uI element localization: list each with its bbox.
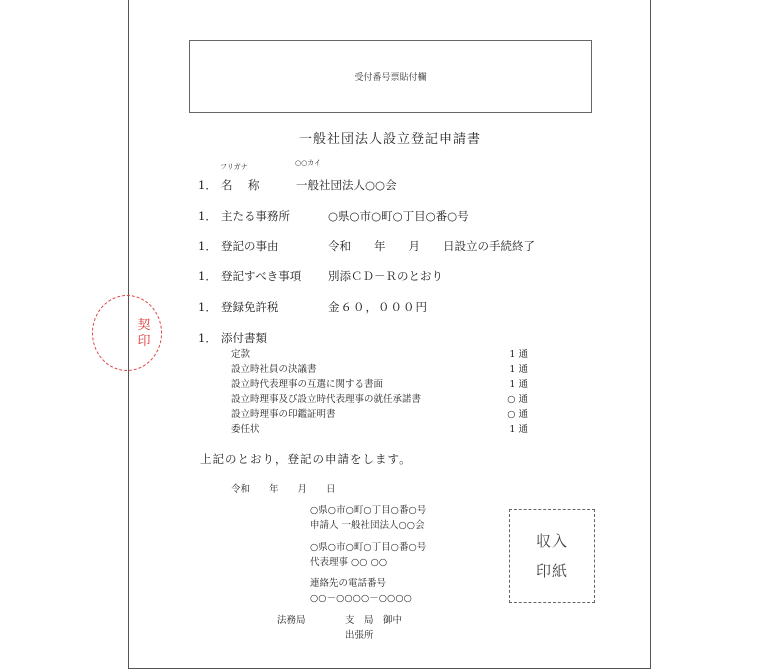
item-value-office: ○県○市○町○丁目○番○号	[328, 209, 469, 223]
attachment-name: 設立時理事及び設立時代表理事の就任承諾書	[231, 394, 422, 405]
revenue-stamp-box	[509, 509, 595, 603]
representative-address: ○県○市○町○丁目○番○号	[310, 542, 427, 553]
receipt-number-box	[189, 40, 592, 113]
document-title: 一般社団法人設立登記申請書	[298, 132, 481, 147]
item-value-matters: 別添ＣＤ－Ｒのとおり	[328, 269, 443, 283]
applicant-name: 申請人 一般社団法人○○会	[310, 520, 425, 531]
seal-label: 契印	[137, 318, 151, 349]
revenue-stamp-line: 収入	[535, 532, 568, 550]
attachment-name: 定款	[231, 349, 251, 360]
item-label-name: 名 称	[221, 178, 262, 192]
item-bullet-1: 1．	[198, 178, 217, 192]
applicant-address: ○県○市○町○丁目○番○号	[310, 505, 427, 516]
item-bullet-2: 1．	[198, 209, 217, 223]
item-bullet-4: 1．	[198, 269, 217, 283]
attachment-count: 1 通	[509, 424, 528, 435]
attachment-count: ○ 通	[507, 409, 528, 420]
revenue-stamp-line: 印紙	[535, 562, 568, 580]
attachment-count: 1 通	[509, 349, 528, 360]
legal-affairs-bureau: 法務局	[277, 615, 306, 626]
item-label-attachments: 添付書類	[221, 331, 267, 345]
item-bullet-3: 1．	[198, 239, 217, 253]
representative-name: 代表理事 ○○ ○○	[310, 557, 388, 568]
furigana-label: フリガナ	[220, 163, 248, 171]
item-bullet-6: 1．	[198, 331, 217, 345]
furigana-value: ○○カイ	[295, 159, 322, 167]
item-label-office: 主たる事務所	[221, 209, 290, 223]
receipt-number-label: 受付番号票貼付欄	[354, 73, 427, 83]
item-label-matters: 登記すべき事項	[221, 269, 302, 283]
item-value-tax: 金６０，０００円	[328, 300, 428, 314]
attachment-name: 設立時代表理事の互選に関する書面	[231, 379, 384, 390]
item-value-reason: 令和 年 月 日設立の手続終了	[328, 239, 535, 253]
attachment-count: 1 通	[509, 379, 528, 390]
item-label-reason: 登記の事由	[221, 239, 279, 253]
item-bullet-5: 1．	[198, 300, 217, 314]
branch-office: 支 局 御中	[345, 615, 403, 626]
item-label-tax: 登録免許税	[221, 300, 279, 314]
attachment-count: 1 通	[509, 364, 528, 375]
contact-label: 連絡先の電話番号	[310, 578, 387, 589]
contact-number: ○○－○○○○－○○○○	[310, 593, 412, 604]
application-statement: 上記のとおり，登記の申請をします。	[200, 452, 412, 466]
application-date: 令和 年 月 日	[231, 484, 336, 495]
attachment-count: ○ 通	[507, 394, 528, 405]
attachment-name: 設立時社員の決議書	[231, 364, 317, 375]
sub-office: 出張所	[345, 630, 374, 641]
attachment-name: 委任状	[231, 424, 260, 435]
item-value-name: 一般社団法人○○会	[296, 178, 397, 192]
attachment-name: 設立時理事の印鑑証明書	[231, 409, 336, 420]
